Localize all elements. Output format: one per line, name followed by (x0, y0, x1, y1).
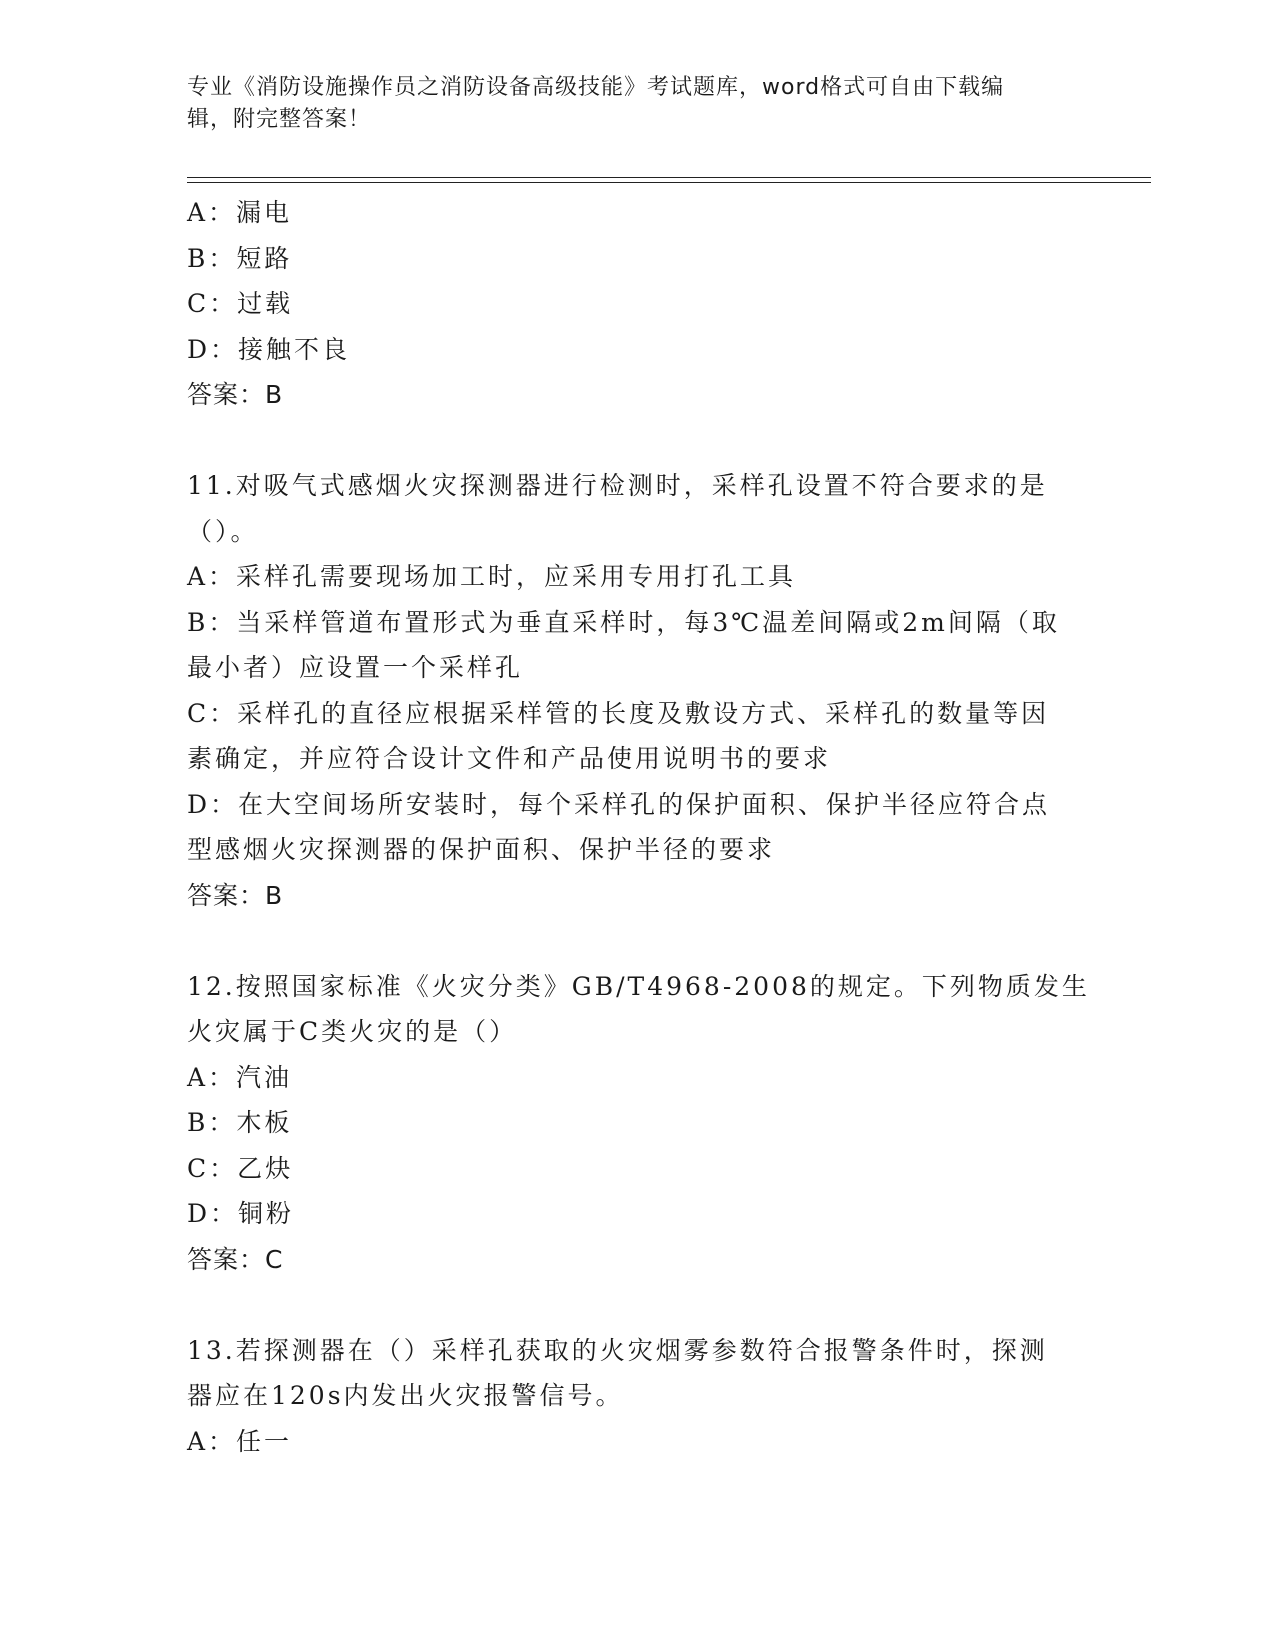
option-line: D：在大空间场所安装时，每个采样孔的保护面积、保护半径应符合点 (187, 789, 1051, 819)
question-stem-line: 器应在120s内发出火灾报警信号。 (187, 1381, 624, 1410)
question-stem-line: （）。 (187, 516, 259, 546)
question-stem-line: 11.对吸气式感烟火灾探测器进行检测时，采样孔设置不符合要求的是 (187, 471, 1048, 500)
document-header (187, 72, 1067, 136)
header-line-1: 专业《消防设施操作员之消防设备高级技能》考试题库，word格式可自由下载编 (187, 75, 1005, 100)
option-a: A：漏电 (187, 198, 293, 227)
spacer (187, 418, 1087, 464)
question-11 (187, 463, 1087, 918)
option-line: 素确定，并应符合设计文件和产品使用说明书的要求 (187, 744, 832, 773)
answer: 答案：B (187, 380, 284, 409)
option-line: B：当采样管道布置形式为垂直采样时，每3℃温差间隔或2m间隔（取 (187, 607, 1060, 637)
option-c: C：过载 (187, 289, 294, 318)
option-line: A：采样孔需要现场加工时，应采用专用打孔工具 (187, 562, 797, 591)
header-divider-top (187, 177, 1151, 178)
option-b: B：木板 (187, 1108, 293, 1137)
answer: 答案：B (187, 880, 284, 910)
option-line: 最小者）应设置一个采样孔 (187, 653, 524, 682)
option-b: B：短路 (187, 243, 293, 273)
question-12 (187, 964, 1090, 1283)
question-stem-line: 12.按照国家标准《火灾分类》GB/T4968-2008的规定。下列物质发生 (187, 971, 1090, 1001)
spacer (187, 1282, 1087, 1328)
option-d: D：铜粉 (187, 1199, 295, 1228)
header-divider-bottom (187, 182, 1151, 183)
option-a: A：任一 (187, 1426, 293, 1456)
question-stem-line: 13.若探测器在（）采样孔获取的火灾烟雾参数符合报警条件时，探测 (187, 1335, 1048, 1365)
header-line-2: 辑，附完整答案！ (187, 107, 372, 132)
question-13 (187, 1328, 1087, 1465)
spacer (187, 918, 1087, 964)
question-10-continued (187, 190, 1087, 418)
option-a: A：汽油 (187, 1062, 293, 1092)
answer: 答案：C (187, 1244, 284, 1274)
option-line: 型感烟火灾探测器的保护面积、保护半径的要求 (187, 835, 776, 864)
option-c: C：乙炔 (187, 1153, 294, 1183)
question-content (187, 190, 1090, 1464)
question-stem-line: 火灾属于C类火灾的是（） (187, 1017, 518, 1046)
option-d: D：接触不良 (187, 334, 351, 364)
option-line: C：采样孔的直径应根据采样管的长度及敷设方式、采样孔的数量等因 (187, 698, 1050, 728)
